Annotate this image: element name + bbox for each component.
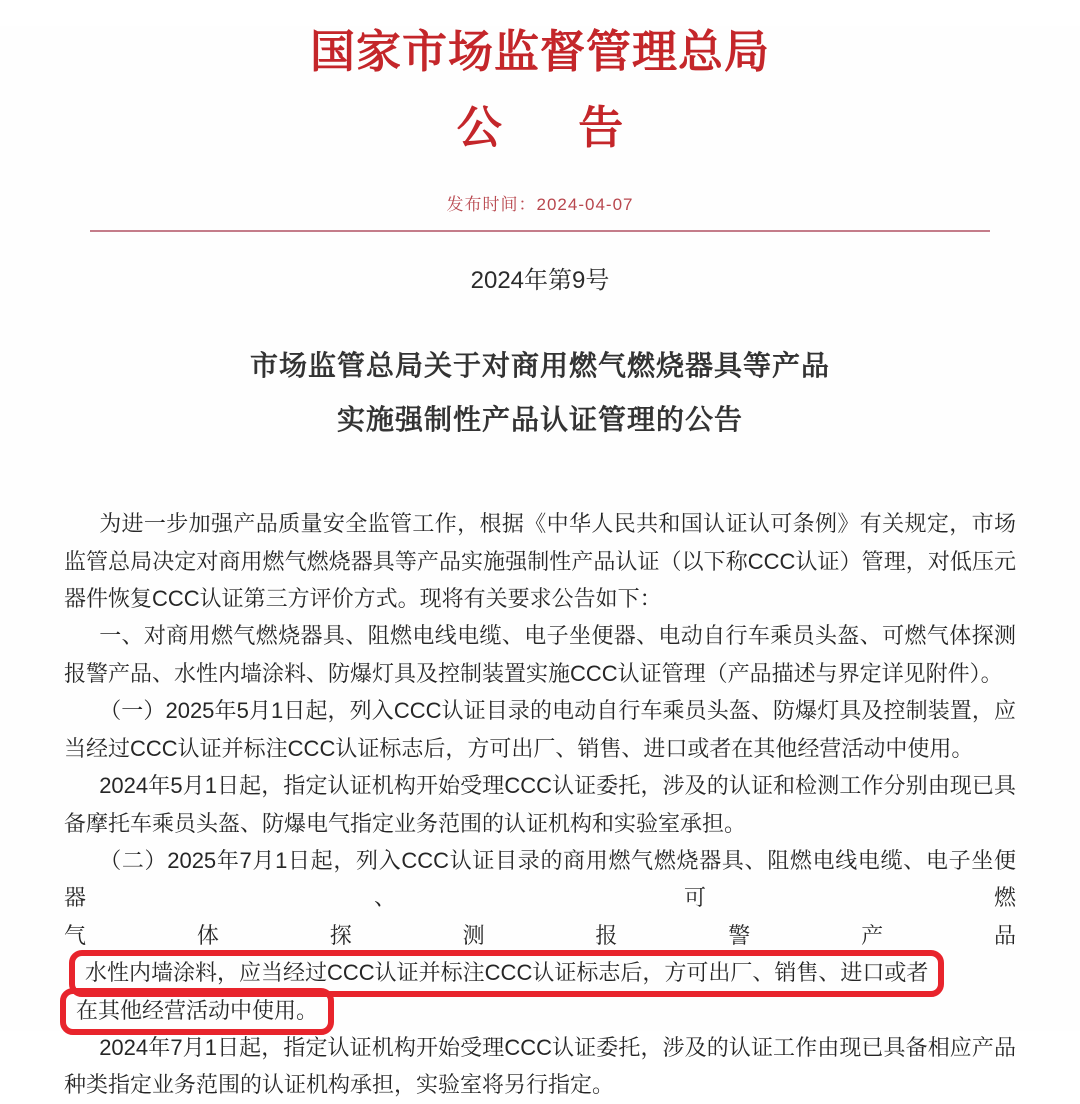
announcement-page (0, 26, 1080, 1098)
document-title-line2: 实施强制性产品认证管理的公告 (336, 404, 743, 436)
document-number: 2024年第9号 (470, 267, 610, 295)
divider-line (90, 230, 990, 232)
paragraph-item-1-2 (64, 842, 1016, 1029)
paragraph-item-1-2-line2-plain: 气体探测报警产品 (64, 922, 1016, 948)
document-title (0, 339, 1080, 447)
paragraph-item-1-1-note: 2024年5月1日起，指定认证机构开始受理CCC认证委托，涉及的认证和检测工作分别由现已具备摩托车乘员头盔、防爆电气指定业务范围的认证机构和实验室承担。 (64, 773, 1016, 836)
agency-title: 国家市场监督管理总局 (309, 26, 770, 77)
paragraph-item-1-2-note: 2024年7月1日起，指定认证机构开始受理CCC认证委托，涉及的认证工作由现已具备相应产品种类指定业务范围的认证机构承担，实验室将另行指定。 (64, 1034, 1016, 1098)
paragraph-item-1-2-line3 (64, 992, 1016, 1029)
paragraph-intro: 为进一步加强产品质量安全监管工作，根据《中华人民共和国认证认可条例》有关规定，市场监管总局决定对商用燃气燃烧器具等产品实施强制性产品认证（以下称CCC认证）管理，对低压元器件恢复CCC认证第三方评价方式。现将有关要求公告如下： (64, 511, 1016, 612)
publish-date: 发布时间：2024-04-07 (446, 195, 634, 215)
paragraph-item-1: 一、对商用燃气燃烧器具、阻燃电线电缆、电子坐便器、电动自行车乘员头盔、可燃气体探测报警产品、水性内墙涂料、防爆灯具及控制装置实施CCC认证管理（产品描述与界定详见附件）。 (64, 623, 1016, 686)
red-highlight-box-2: 在其他经营活动中使用。 (60, 988, 334, 1035)
document-body (0, 505, 1080, 1104)
paragraph-item-1-2-line1: （二）2025年7月1日起，列入CCC认证目录的商用燃气燃烧器具、阻燃电线电缆、电子坐便器、可燃 (64, 847, 1016, 911)
red-highlight-box-1: 水性内墙涂料，应当经过CCC认证并标注CCC认证标志后，方可出厂、销售、进口或者 (69, 950, 944, 997)
document-title-line1: 市场监管总局关于对商用燃气燃烧器具等产品 (249, 350, 830, 382)
announcement-type-title: 公告 (456, 101, 700, 153)
paragraph-item-1-1: （一）2025年5月1日起，列入CCC认证目录的电动自行车乘员头盔、防爆灯具及控制装置，应当经过CCC认证并标注CCC认证标志后，方可出厂、销售、进口或者在其他经营活动中使用。 (64, 698, 1016, 761)
paragraph-item-1-2-line2 (64, 917, 1016, 992)
